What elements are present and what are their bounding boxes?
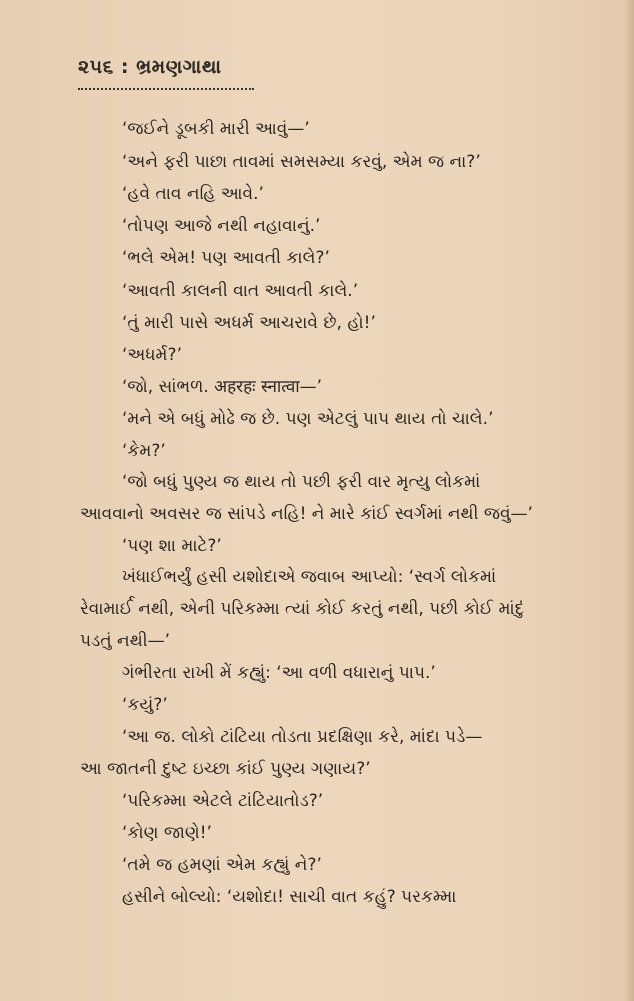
text-line: ગંભીરતા રાખી મેં કહ્યું: ‘આ વળી વધારાનું પાપ.’ (122, 663, 436, 683)
text-line: ‘પણ શા માટે?’ (122, 536, 222, 556)
text-line: ‘જઈને ડૂબકી મારી આવું—’ (122, 119, 310, 139)
text-line: ‘આવતી કાલની વાત આવતી કાલે.’ (122, 281, 359, 301)
running-head-separator: : (113, 56, 137, 78)
text-line: ‘અને ફરી પાછા તાવમાં સમસમ્યા કરવું, એમ જ ના?’ (122, 152, 481, 172)
text-line: ‘પરિકમ્મા એટલે ટાંટિયાતોડ?’ (122, 791, 324, 811)
text-line: ‘અધર્મ?’ (122, 345, 182, 365)
running-head-underline (78, 82, 254, 90)
text-line: ‘તમે જ હમણાં એમ કહ્યું ને?’ (122, 855, 322, 875)
page-number: ૨૫૬ (78, 56, 114, 78)
text-line: ‘કયું?’ (122, 695, 168, 715)
text-line: આવવાનો અવસર જ સાંપડે નહિ! ને મારે કાંઈ સ્વર્ગમાં નથી જવું—’ (80, 504, 533, 524)
text-line: પડતું નથી—’ (80, 631, 171, 651)
text-line: ‘જો, સાંભળ. अहरहः स्नात्वा—’ (122, 377, 323, 397)
text-line: રેવામાર્ઈ નથી, એની પરિકમ્મા ત્યાં કોઈ કરતું નથી, પછી કોઈ માંદું (80, 599, 525, 619)
text-line: ‘તું મારી પાસે અધર્મ આચરાવે છે, હો!’ (122, 313, 376, 333)
text-line: ‘હવે તાવ નહિ આવે.’ (122, 184, 264, 204)
text-line: ‘તોપણ આજે નથી નહાવાનું.’ (122, 216, 321, 236)
book-title: ભ્રમણગાથા (136, 56, 222, 78)
text-line: હસીને બોલ્યો: ‘યશોદા! સાચી વાત કહું? પરકમ્મા (122, 887, 457, 907)
text-line: ‘જો બધું પુણ્ય જ થાય તો પછી ફરી વાર મૃત્યુ લોકમાં (122, 472, 481, 492)
running-head (78, 56, 222, 78)
text-line: ‘ભલે એમ! પણ આવતી કાલે?’ (122, 248, 330, 268)
text-line: ‘મને એ બધું મોઢે જ છે. પણ એટલું પાપ થાય તો ચાલે.’ (122, 409, 494, 429)
text-line: ‘આ જ. લોકો ટાંટિયા તોડતા પ્રદક્ષિણા કરે, માંદા પડે— (122, 727, 483, 747)
text-line: ‘કોણ જાણે!’ (122, 823, 212, 843)
text-line: ‘કેમ?’ (122, 441, 166, 461)
text-line: આ જાતની દુષ્ટ ઇચ્છા કાંઈ પુણ્ય ગણાય?’ (80, 759, 371, 779)
page-edge-shadow (624, 0, 634, 1001)
text-line: ખંધાઈભર્યું હસી યશોદાએ જવાબ આપ્યો: ‘સ્વર્ગ લોકમાં (122, 567, 497, 587)
